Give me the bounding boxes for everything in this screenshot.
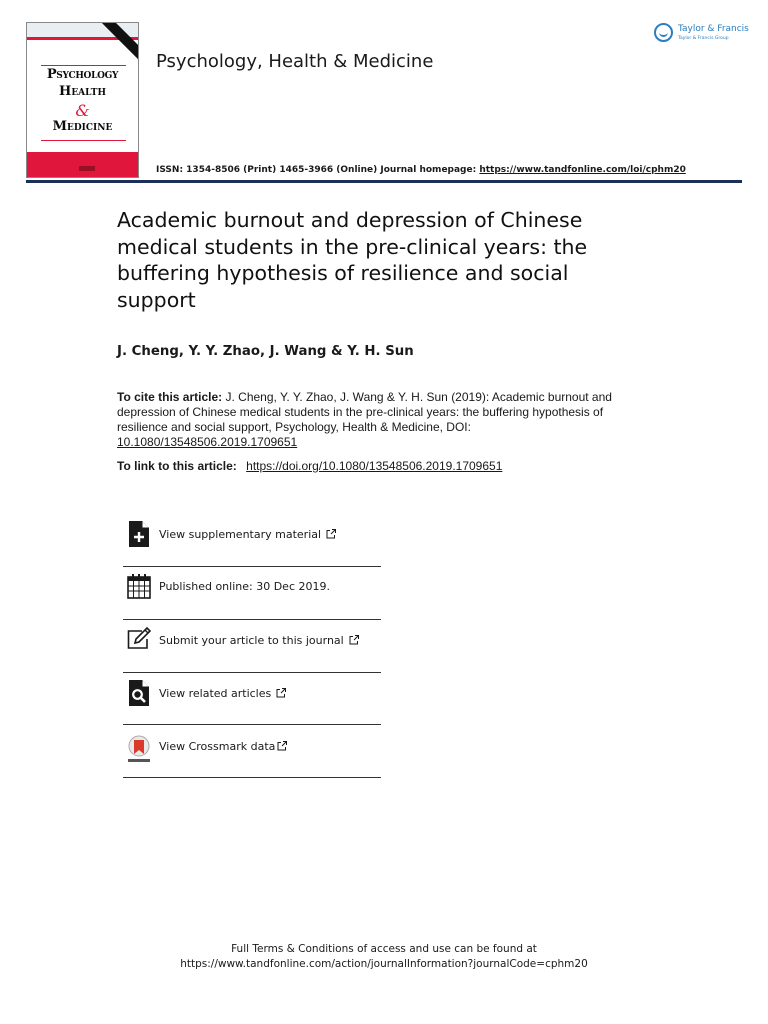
view-supplementary-material-button[interactable] xyxy=(123,521,381,561)
external-link-icon xyxy=(349,635,359,645)
published-online-item xyxy=(123,573,381,613)
external-link-icon xyxy=(277,741,287,751)
cover-title-health: Health xyxy=(59,84,106,99)
citation-text: J. Cheng, Y. Y. Zhao, J. Wang & Y. H. Sun (2019): Academic burnout and depression of Chinese medical students in the pre-clinical years: the buffering hypothesis of resilience and social support, Psychology, Health & Medicine, DOI: xyxy=(117,390,612,434)
calendar-icon xyxy=(127,573,151,599)
article-authors: J. Cheng, Y. Y. Zhao, J. Wang & Y. H. Sun xyxy=(117,344,414,359)
citation-block xyxy=(117,390,617,450)
footer-terms-link[interactable]: https://www.tandfonline.com/action/journalInformation?journalCode=cphm20 xyxy=(180,958,588,970)
action-divider xyxy=(123,724,381,725)
action-divider xyxy=(123,777,381,778)
action-divider xyxy=(123,619,381,620)
citation-label: To cite this article: xyxy=(117,390,223,404)
crossmark-icon xyxy=(127,735,151,765)
action-label: View related articles xyxy=(159,687,286,700)
supplementary-file-icon xyxy=(127,521,151,547)
cover-title-psychology: Psychology xyxy=(46,67,119,82)
cover-title-ampersand: & xyxy=(75,101,90,120)
article-title: Academic burnout and depression of Chinese medical students in the pre-clinical years: the buffering hypothesis of resilience and social support xyxy=(117,208,588,312)
issn-line xyxy=(156,165,686,175)
footer-terms xyxy=(0,942,768,972)
published-online-text: Published online: 30 Dec 2019. xyxy=(159,580,330,593)
journal-homepage-link[interactable]: https://www.tandfonline.com/loi/cphm20 xyxy=(479,165,686,175)
edit-icon xyxy=(127,627,151,653)
article-link-label: To link to this article: xyxy=(117,459,237,473)
journal-name: Psychology, Health & Medicine xyxy=(156,51,434,72)
cover-title-medicine: Medicine xyxy=(52,119,113,134)
footer-terms-text: Full Terms & Conditions of access and use can be found at xyxy=(231,943,537,955)
external-link-icon xyxy=(276,688,286,698)
external-link-icon xyxy=(326,529,336,539)
action-divider xyxy=(123,566,381,567)
submit-article-button[interactable] xyxy=(123,627,381,667)
view-crossmark-data-button[interactable] xyxy=(123,733,381,773)
issn-text: ISSN: 1354-8506 (Print) 1465-3966 (Online) Journal homepage: xyxy=(156,165,477,175)
journal-cover-image xyxy=(26,22,139,178)
article-doi-url-link[interactable]: https://doi.org/10.1080/13548506.2019.1709651 xyxy=(246,459,503,473)
action-divider xyxy=(123,672,381,673)
article-link-line xyxy=(117,459,502,473)
action-label: View supplementary material xyxy=(159,528,336,541)
citation-doi-link[interactable]: 10.1080/13548506.2019.1709651 xyxy=(117,435,298,449)
publisher-name: Taylor & Francis xyxy=(678,24,749,34)
taylor-francis-logo-icon xyxy=(654,23,673,42)
view-related-articles-button[interactable] xyxy=(123,680,381,720)
publisher-logo[interactable] xyxy=(654,22,749,48)
search-document-icon xyxy=(127,680,151,706)
publisher-group: Taylor & Francis Group xyxy=(678,36,729,41)
action-label: View Crossmark data xyxy=(159,740,287,753)
header-divider xyxy=(26,180,742,183)
action-label: Submit your article to this journal xyxy=(159,634,359,647)
